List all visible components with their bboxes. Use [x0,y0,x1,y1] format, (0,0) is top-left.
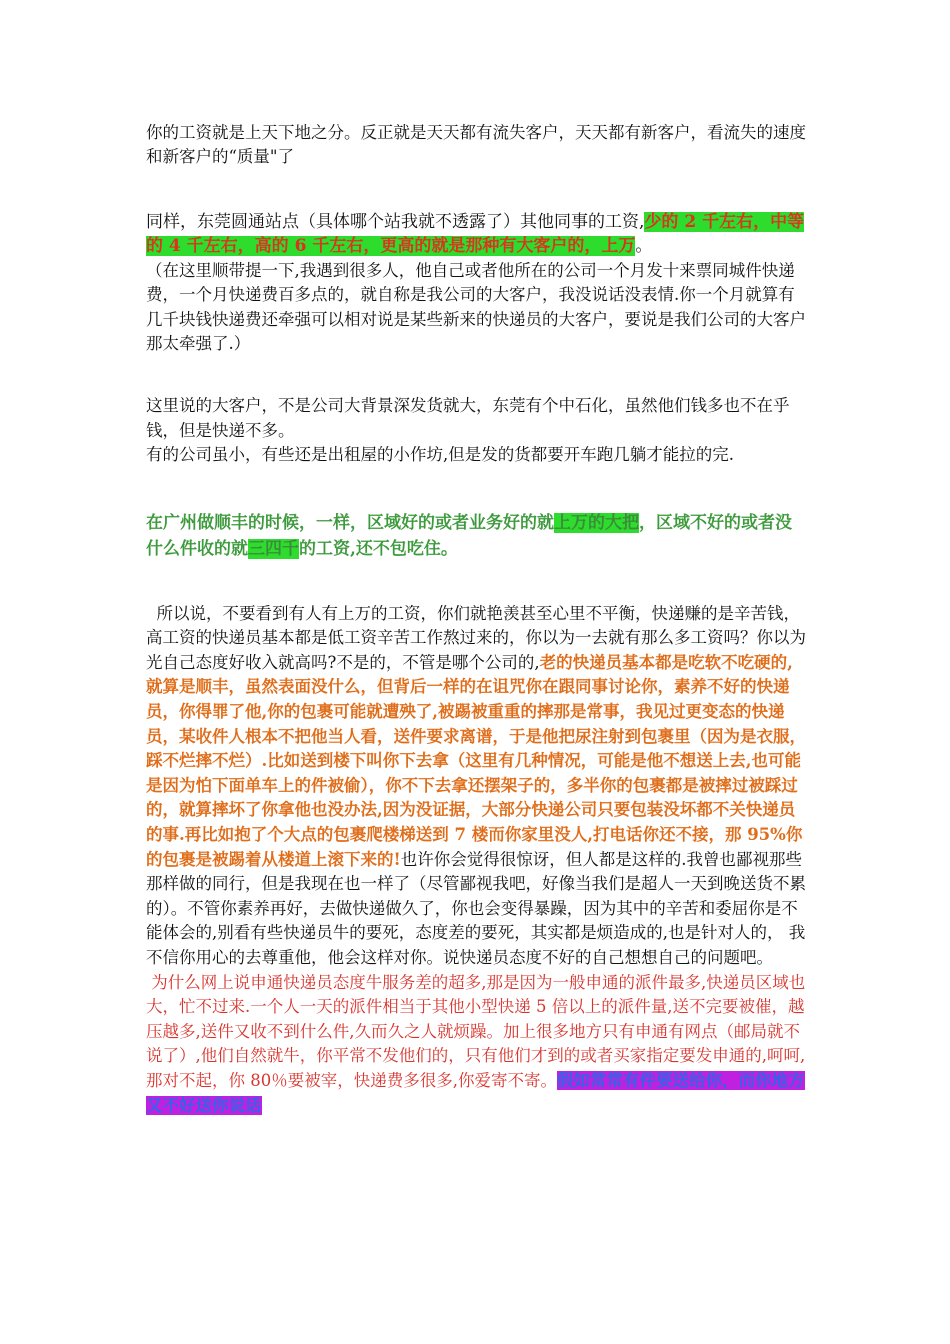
paragraph-sto-service [146,971,808,1119]
text-segment: 为什么网上说申通快递员态度牛服务差的超多,那是因为一般申通的派件最多,快递员区域也大，忙不过来.一个人一天的派件相当于其他小型快递 5 倍以上的派件量,送不完要被催，越压越多,送件又收不到什么件,久而久之人就烦躁。加上很多地方只有申通有网点（邮局就不说了）,他们自然就牛，你平常不发他们的，只有他们才到的或者买家指定要发申通的,呵呵,那对不起，你 80％要被宰，快递费多很多,你爱寄不寄。 [146,972,806,1090]
spacer [146,468,808,510]
text-segment: 所以说，不要看到有人有上万的工资，你们就艳羡甚至心里不平衡，快递赚的是辛苦钱，高工资的快递员基本都是低工资辛苦工作熬过来的，你以为一去就有那么多工资吗？你以为光自己态度好收入就高吗?不是的，不管是哪个公司的, [146,603,806,672]
text-segment: 的工资,还不包吃住。 [299,538,458,559]
text-segment: 也许你会觉得很惊讶，但人都是这样的.我曾也鄙视那些那样做的同行，但是我现在也一样了（尽管鄙视我吧，好像当我们是超人一天到晚送货不累的）。不管你素养再好，去做快递做久了，你也会变得暴躁，因为其中的辛苦和委屈你是不能体会的,别看有些快递员牛的要死，态度差的要死，其实都是烦造成的,也是针对人的， 我不信你用心的去尊重他，他会这样对你。说快递员态度不好的自己想想自己的问题吧。 [146,849,806,967]
paragraph-small-company: 有的公司虽小，有些还是出租屋的小作坊,但是发的货都要开车跑几躺才能拉的完. [146,445,734,465]
highlighted-salary-range: 少的 2 千左右，中等的 4 千左右，高的 6 千左右，更高的就是那种有大客户的，上万 [146,211,805,257]
text-segment: 在广州做顺丰的时候，一样，区域好的或者业务好的就 [146,512,554,533]
paragraph-salary-intro: 你的工资就是上天下地之分。反正就是天天都有流失客户，天天都有新客户，看流失的速度和新客户的“质量"了 [146,123,806,167]
highlighted-ten-thousand: 上万的大把 [554,512,639,533]
text-segment: ，区域不好的或者没什么件收的就 [146,512,792,559]
highlighted-three-four-thousand: 三四千 [248,538,299,559]
orange-bold-segment: 老的快递员基本都是吃软不吃硬的,就算是顺丰，虽然表面没什么，但背后一样的在诅咒你在跟同事讨论你，素养不好的快递员，你得罪了他,你的包裹可能就遭殃了,被踢被重重的摔那是常事，我见过更变态的快递员，某收件人根本不把他当人看，送件要求离谱，于是他把尿注射到包裹里（因为是衣服，踩不烂摔不烂）.比如送到楼下叫你下去拿（这里有几种情况，可能是他不想送上去,也可能是因为怕下面单车上的件被偷），你不下去拿还摆架子的，多半你的包裹都是被摔过被踩过的，就算摔坏了你拿他也没办法,因为没证据，大部分快递公司只要包装没坏都不关快递员的事.再比如抱了个大点的包裹爬楼梯送到 7 楼而你家里没人,打电话你还不接，那 95%你的包裹是被踢着从楼道上滚下来的! [146,652,806,869]
document-body [146,121,808,1118]
text-end: 。 [635,236,653,257]
spacer [146,562,808,602]
spacer [146,356,808,394]
spacer [146,170,808,210]
paragraph-courier-attitude [146,602,808,971]
highlighted-magenta-segment: 假如常常有件要送给你，而你地方又不好送你说话 [146,1070,805,1115]
paragraph-big-client-aside: （在这里顺带提一下,我遇到很多人，他自己或者他所在的公司一个月发十来票同城件快递费，一个月快递费百多点的，就自称是我公司的大客户，我没说话没表情.你一个月就算有几千块钱快递费还牵强可以相对说是某些新来的快递员的大客户，要说是我们公司的大客户那太牵强了.） [146,260,806,354]
paragraph-guangzhou-sf [146,510,808,562]
text-normal: 同样，东莞圆通站点（具体哪个站我就不透露了）其他同事的工资, [146,211,645,232]
paragraph-dongguan-salary [146,210,808,259]
paragraph-big-client-definition: 这里说的大客户，不是公司大背景深发货就大，东莞有个中石化，虽然他们钱多也不在乎钱，但是快递不多。 [146,396,790,440]
